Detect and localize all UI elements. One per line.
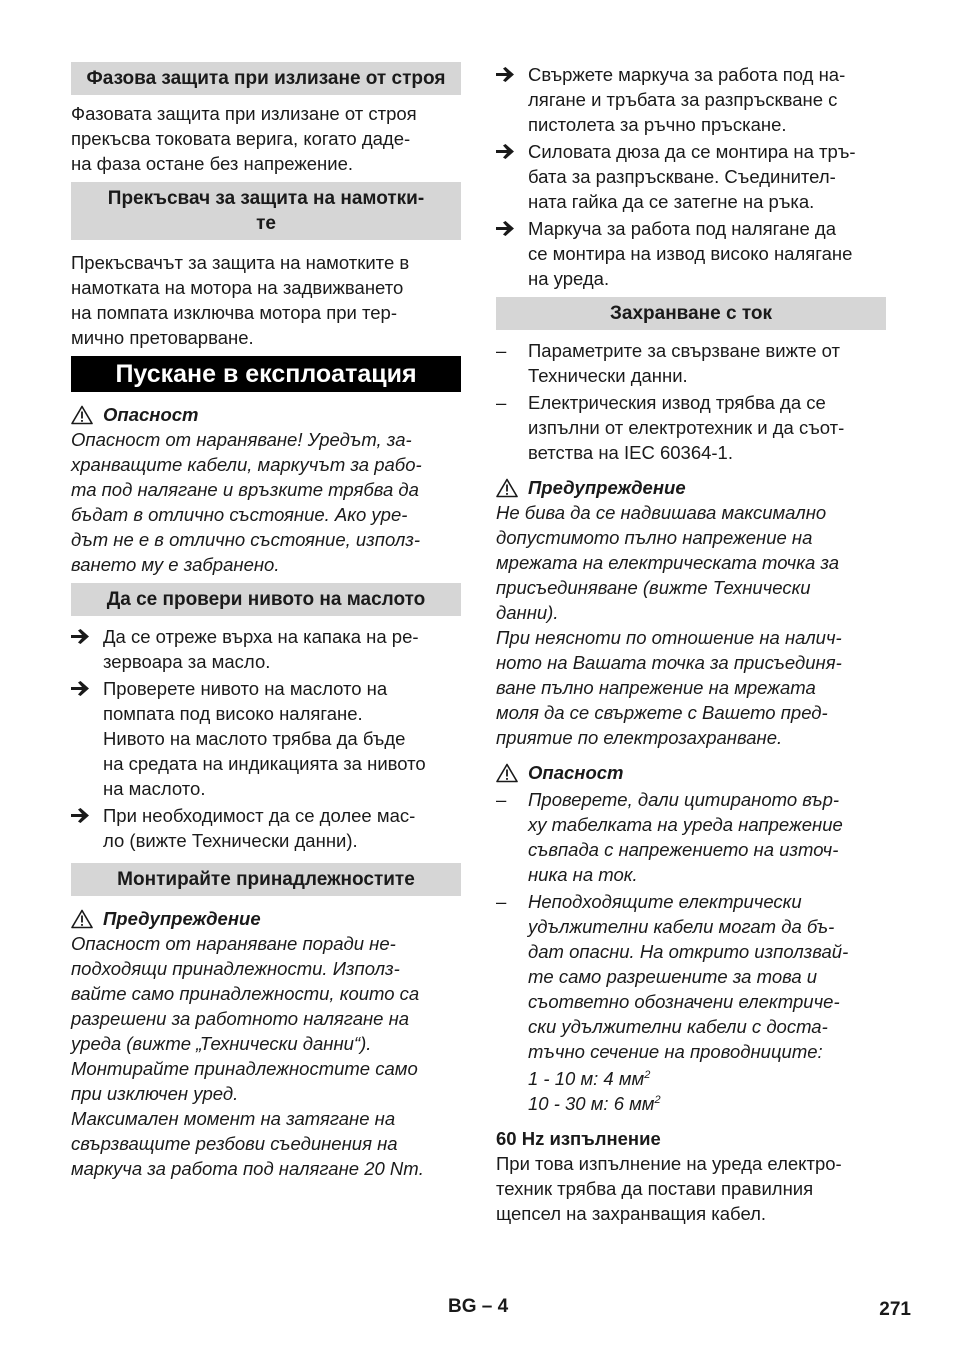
section-heading-oil-level: Да се провери нивото на маслото [71, 583, 461, 616]
text-line: Прекъсвачът за защита на намотките в [71, 252, 410, 273]
warning-title [71, 906, 461, 931]
superscript: 2 [644, 1068, 651, 1081]
text-line: хранващите кабели, маркучът за рабо- [71, 454, 422, 475]
text-line: Параметрите за свързване вижте от [528, 340, 840, 361]
oil-steps-list-2 [71, 803, 461, 853]
text-line: пистолета за ръчно пръскане. [528, 114, 787, 135]
text-line: моля да се свържете с Вашето пред- [496, 702, 828, 723]
text-line: Монтирайте принадлежностите само [71, 1058, 418, 1079]
text-line: ната гайка да се затегне на ръка. [528, 191, 815, 212]
section-heading-winding-protection [71, 182, 461, 240]
text-line: маркуча за работа под налягане 20 Nm. [71, 1158, 424, 1179]
oil-note [71, 726, 461, 801]
list-item [496, 139, 886, 214]
danger-title [71, 402, 461, 427]
arrow-right-icon [71, 808, 89, 823]
text-line: при изключен уред. [71, 1083, 239, 1104]
text-line: Да се отреже върха на капака на ре- [103, 626, 419, 647]
text-line: Проверете, дали цитираното вър- [528, 789, 840, 810]
danger-label: Опасност [103, 404, 199, 425]
right-column [496, 62, 886, 1226]
text-line: ването му е забранено. [71, 554, 280, 575]
dash-marker: – [496, 789, 507, 810]
list-item [496, 62, 886, 137]
text-line: мично претоварване. [71, 327, 254, 348]
warning-triangle-icon [496, 478, 518, 498]
mount-steps-list [496, 62, 886, 291]
text-line: При неясноти по отношение на налич- [496, 627, 842, 648]
text-line: на фаза остане без напрежение. [71, 153, 354, 174]
text-line: удължителни кабели могат да бъ- [528, 916, 835, 937]
text-line: ветства на IEC 60364-1. [528, 442, 733, 463]
arrow-right-icon [496, 144, 514, 159]
text-line: лягане и тръбата за разпръскване с [528, 89, 838, 110]
text-line: тъчно сечение на проводниците: [528, 1041, 823, 1062]
text-line: та под налягане и връзките трябва да [71, 479, 419, 500]
text-line: щепсел на захранващия кабел. [496, 1203, 767, 1224]
text-line: Максимален момент на затягане на [71, 1108, 396, 1129]
text-line: се монтира на извод високо налягане [528, 243, 853, 264]
cable-spec-text: 1 - 10 м: 4 мм [528, 1068, 645, 1089]
arrow-right-icon [496, 221, 514, 236]
warning-title [496, 475, 886, 500]
text-line: Маркуча за работа под налягане да [528, 218, 836, 239]
dash-marker: – [496, 891, 507, 912]
text-line: ло (вижте Технически данни). [103, 830, 358, 851]
text-line: ване пълно напрежение на мрежата [496, 677, 816, 698]
list-item [71, 803, 461, 853]
text-line: бата за разпръскване. Съединител- [528, 166, 836, 187]
text-line: разрешени за работното налягане на [71, 1008, 410, 1029]
list-item [496, 390, 886, 465]
power-list [496, 338, 886, 465]
text-line: При необходимост да се долее мас- [103, 805, 416, 826]
list-item [496, 216, 886, 291]
footer-language-page: BG – 4 [448, 1296, 509, 1317]
text-line: бъдат в отлично състояние. Ако уре- [71, 504, 408, 525]
list-item [496, 889, 886, 1064]
text-line: вайте само принадлежности, които са [71, 983, 420, 1004]
arrow-right-icon [71, 681, 89, 696]
text-line: допустимото пълно напрежение на [496, 527, 813, 548]
arrow-right-icon [71, 629, 89, 644]
heading-line: те [256, 213, 276, 234]
text-line: помпата под високо налягане. [103, 703, 363, 724]
text-line: Електрическия извод трябва да се [528, 392, 826, 413]
text-line: на помпата изключва мотора при тер- [71, 302, 397, 323]
danger-title [496, 760, 886, 785]
text-line: свързващите резбови съединения на [71, 1133, 398, 1154]
danger-list [496, 787, 886, 1064]
list-item [496, 787, 886, 887]
text-line: подходящи принадлежности. Използ- [71, 958, 400, 979]
list-item [71, 676, 461, 726]
left-column [71, 62, 461, 1181]
text-line: намотката на мотора на задвижването [71, 277, 404, 298]
text-line: При това изпълнение на уреда електро- [496, 1153, 842, 1174]
text-line: мрежата на електрическата точка за [496, 552, 840, 573]
cable-spec-line [528, 1091, 886, 1116]
section-heading-power-supply: Захранване с ток [496, 297, 886, 330]
text-line: изпълни от електротехник и да съот- [528, 417, 845, 438]
text-line: Не бива да се надвишава максимално [496, 502, 827, 523]
list-item [71, 624, 461, 674]
text-line: Опасност от нараняване! Уредът, за- [71, 429, 412, 450]
text-line: те само разрешените за това и [528, 966, 818, 987]
arrow-right-icon [496, 67, 514, 82]
text-line: Технически данни. [528, 365, 688, 386]
text-line: данни). [496, 602, 559, 623]
text-line: приятие по електрозахранване. [496, 727, 783, 748]
text-line: ски удължителни кабели с доста- [528, 1016, 828, 1037]
text-line: уреда (вижте „Технически данни“). [71, 1033, 372, 1054]
dash-marker: – [496, 340, 507, 361]
text-line: на уреда. [528, 268, 610, 289]
text-line: съвпада с напрежението на източ- [528, 839, 839, 860]
cable-spec-line [528, 1066, 886, 1091]
text-line: ху табелката на уреда напрежение [528, 814, 843, 835]
section-heading-phase-protection: Фазова защита при излизане от строя [71, 62, 461, 95]
superscript: 2 [654, 1093, 661, 1106]
text-line: ното на Вашата точка за присъединя- [496, 652, 842, 673]
list-item [496, 338, 886, 388]
danger-label: Опасност [528, 762, 624, 783]
text-line: зервоара за масло. [103, 651, 271, 672]
text-line: Опасност от нараняване поради не- [71, 933, 396, 954]
cable-spec [496, 1066, 886, 1116]
subheading-60hz: 60 Hz изпълнение [496, 1128, 661, 1149]
text-line: на средата на индикацията за нивото [103, 753, 426, 774]
text-line: техник трябва да постави правилния [496, 1178, 814, 1199]
text-line: на маслото. [103, 778, 206, 799]
text-line: присъединяване (вижте Технически [496, 577, 811, 598]
text-line: дат опасни. На открито използвай- [528, 941, 849, 962]
text-line: дът не е в отлично състояние, използ- [71, 529, 421, 550]
warning-triangle-icon [71, 405, 93, 425]
text-line: Нивото на маслото трябва да бъде [103, 728, 406, 749]
text-line: прекъсва токовата верига, когато даде- [71, 128, 411, 149]
text-line: Проверете нивото на маслото на [103, 678, 388, 699]
cable-spec-text: 10 - 30 м: 6 мм [528, 1093, 655, 1114]
text-line: Неподходящите електрически [528, 891, 802, 912]
dash-marker: – [496, 392, 507, 413]
page-number: 271 [879, 1299, 911, 1320]
warning-triangle-icon [71, 909, 93, 929]
warning-triangle-icon [496, 763, 518, 783]
text-line: Силовата дюза да се монтира на тръ- [528, 141, 856, 162]
chapter-heading-startup: Пускане в експлоатация [71, 356, 461, 392]
oil-steps-list [71, 624, 461, 726]
warning-label: Предупреждение [103, 908, 261, 929]
heading-line: Прекъсвач за защита на намотки- [107, 188, 425, 209]
section-heading-accessories: Монтирайте принадлежностите [71, 863, 461, 896]
text-line: Фазовата защита при излизане от строя [71, 103, 417, 124]
text-line: Свържете маркуча за работа под на- [528, 64, 846, 85]
text-line: ника на ток. [528, 864, 638, 885]
warning-label: Предупреждение [528, 477, 686, 498]
text-line: съответно обозначени електриче- [528, 991, 840, 1012]
